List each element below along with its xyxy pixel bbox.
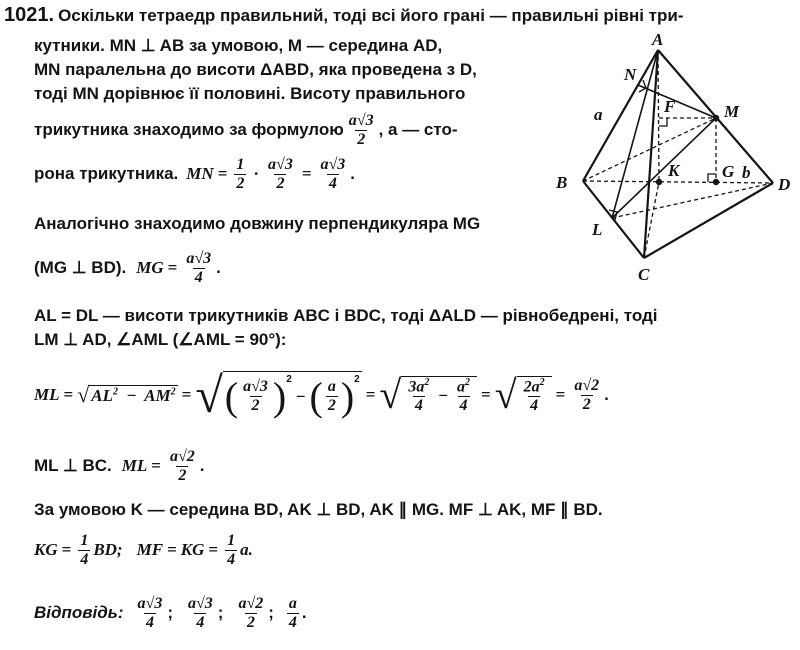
text-line-11	[34, 362, 609, 428]
text-l3: MN паралельна до висоти ΔABD, яка проведена з D,	[34, 60, 477, 79]
mf-symbol: MF	[136, 540, 164, 560]
frac-height	[266, 156, 295, 192]
eq-sign: =	[167, 258, 178, 278]
text-l8a: (MG ⊥ BD).	[34, 258, 127, 278]
text-l4: тоді MN дорівнює її половині. Висоту правильного	[34, 84, 466, 103]
frac-num: a√2	[238, 594, 264, 612]
minus-sign: −	[295, 386, 306, 406]
text-l13: За умовою K — середина BD, AK ⊥ BD, AK ∥ MG. MF ⊥ AK, MF ∥ BD.	[34, 500, 603, 519]
segment-ak-hidden	[658, 50, 659, 182]
sq: 2	[465, 376, 471, 388]
frac-den: 4	[194, 268, 203, 286]
eq-sign: =	[555, 385, 566, 405]
segment-ld-hidden	[612, 183, 773, 218]
label-f: F	[664, 97, 676, 116]
semi: ;	[217, 603, 224, 623]
edge-cd	[644, 183, 773, 258]
point-g	[713, 179, 719, 185]
answer-3	[236, 595, 265, 631]
sq: 2	[354, 373, 360, 385]
eq-sign: =	[217, 164, 228, 184]
frac-den: 4	[288, 613, 297, 631]
frac-a2-4	[455, 377, 472, 415]
right-angle-f	[659, 118, 667, 126]
kg-symbol-2: KG	[180, 540, 205, 560]
text-line-12	[34, 446, 204, 486]
semi: ;	[268, 603, 274, 623]
text-line-5	[34, 110, 458, 150]
frac-den: 4	[530, 396, 539, 414]
edge-ac	[644, 50, 658, 258]
text-line-13	[34, 500, 603, 520]
text-line-3	[34, 60, 477, 80]
label-n: N	[624, 65, 637, 84]
three-a: 3a	[408, 378, 425, 396]
eq-sign: =	[61, 540, 72, 560]
text-line-8	[34, 248, 221, 288]
label-a: A	[652, 30, 664, 49]
segment-lm	[612, 118, 716, 218]
label-side-b: b	[742, 163, 751, 182]
period: .	[199, 456, 205, 476]
a-period: a.	[240, 540, 253, 560]
ml-symbol: ML	[121, 456, 148, 476]
answer-2	[186, 595, 215, 631]
dot-sign: ·	[253, 164, 260, 184]
frac-quarter-2	[225, 532, 237, 568]
frac-num: a√3	[137, 594, 163, 612]
frac-den: 2	[276, 174, 285, 192]
am-symbol: AM	[144, 385, 171, 405]
segment-nm	[638, 85, 716, 118]
label-side-a: a	[594, 105, 603, 124]
text-l1: Оскільки тетраедр правильний, тоді всі його грані — правильні рівні три-	[58, 5, 684, 25]
frac-half-a	[326, 378, 338, 414]
text-line-2	[34, 36, 442, 56]
sq: 2	[113, 386, 118, 398]
frac-ml	[168, 448, 197, 484]
frac-num: a√3	[268, 155, 293, 173]
frac-den: 2	[246, 613, 255, 631]
frac-den: 4	[80, 550, 89, 568]
label-d: D	[778, 175, 791, 194]
paren-open: (	[309, 373, 323, 419]
frac-den: 2	[582, 395, 591, 413]
frac-2a2-4	[522, 377, 547, 415]
al-symbol: AL	[91, 385, 113, 405]
sqrt-sign-2: √	[379, 372, 402, 417]
frac-3a2-4	[406, 377, 431, 415]
eq-sign: =	[481, 385, 491, 405]
paren-open: (	[224, 373, 239, 419]
label-l: L	[592, 220, 603, 239]
sq: 2	[170, 386, 176, 398]
text-line-6	[34, 154, 355, 194]
text-l10: LM ⊥ AD, ∠AML (∠AML = 90°):	[34, 330, 287, 349]
sqrt-sign-big: √	[195, 367, 223, 423]
text-line-10	[34, 330, 286, 350]
period: .	[216, 258, 221, 278]
period: .	[350, 164, 356, 184]
text-l7: Аналогічно знаходимо довжину перпендикуляра MG	[34, 214, 481, 233]
paren-close: )	[272, 373, 287, 419]
frac-ml	[572, 377, 601, 413]
frac-num: a	[327, 378, 336, 396]
sqrt-radicand-2	[401, 376, 477, 415]
label-c: C	[638, 265, 650, 284]
eq-sign: =	[151, 456, 161, 476]
frac-den: 2	[251, 397, 260, 414]
sq: 2	[424, 376, 430, 388]
eq-sign: =	[63, 385, 74, 405]
text-l5b: , a — сто-	[378, 120, 458, 140]
sqrt-radicand-big	[223, 371, 362, 420]
frac-half	[234, 156, 246, 192]
frac-den: 4	[196, 613, 205, 631]
frac-den: 4	[328, 174, 337, 192]
answer-1	[136, 595, 165, 631]
label-g: G	[722, 162, 735, 181]
text-line-7	[34, 214, 480, 234]
semi: ;	[167, 603, 173, 623]
frac-den: 4	[414, 396, 423, 414]
ml-symbol: ML	[34, 385, 60, 405]
text-line-9	[34, 306, 658, 326]
sqrt-radicand	[89, 385, 177, 406]
sqrt-radicand-3	[517, 376, 552, 415]
frac-den: 4	[459, 396, 468, 414]
bd-symbol: BD;	[93, 540, 123, 560]
answer-label: Відповідь:	[34, 603, 124, 623]
two-a: 2a	[523, 378, 540, 396]
sqrt-sign-3: √	[494, 372, 517, 417]
frac-num: a√2	[574, 376, 600, 394]
label-b: B	[556, 173, 568, 192]
eq-sign: =	[167, 540, 177, 560]
frac-quarter	[78, 532, 90, 568]
text-line-1	[4, 4, 684, 27]
frac-den: 2	[236, 174, 245, 192]
problem-number: 1021.	[4, 4, 55, 26]
period: .	[301, 603, 307, 623]
eq-sign: =	[208, 540, 219, 560]
frac-num: a√3	[188, 594, 213, 612]
frac-height	[241, 378, 270, 414]
tetrahedron-figure	[548, 28, 800, 290]
paren-close: )	[340, 373, 355, 419]
eq-sign: =	[181, 385, 192, 405]
sq: 2	[539, 376, 545, 388]
mg-symbol: MG	[136, 258, 164, 278]
text-l2: кутники. MN ⊥ AB за умовою, M — середина AD,	[34, 36, 443, 55]
frac-num: 1	[236, 155, 245, 173]
frac-num: a	[288, 594, 297, 612]
text-l5a: трикутника знаходимо за формулою	[34, 120, 344, 140]
label-m: M	[724, 102, 740, 121]
frac-den: 2	[327, 397, 336, 414]
frac-den: 2	[357, 130, 366, 148]
sqrt-sign: √	[77, 382, 90, 408]
frac-num: 1	[80, 531, 89, 549]
text-l6a: рона трикутника.	[34, 164, 179, 184]
text-l12a: ML ⊥ BC.	[34, 456, 112, 476]
frac-num: 1	[227, 531, 236, 549]
eq-sign: =	[301, 164, 312, 184]
frac-den: 4	[227, 550, 236, 568]
frac-num: a√2	[169, 447, 195, 465]
kg-symbol: KG	[34, 540, 58, 560]
frac-mg	[184, 250, 213, 286]
period: .	[604, 385, 609, 405]
frac-num: a√3	[243, 378, 268, 396]
sq: 2	[286, 373, 292, 385]
frac-num: a√3	[320, 155, 346, 173]
text-line-14	[34, 530, 253, 570]
minus-sign: −	[126, 385, 137, 405]
frac-den: 4	[145, 613, 154, 631]
mn-symbol: MN	[186, 164, 214, 184]
text-line-4	[34, 84, 465, 104]
frac-result	[319, 156, 348, 192]
point-k	[656, 179, 662, 185]
answer-4	[287, 595, 299, 631]
eq-sign: =	[365, 385, 376, 405]
minus-sign: −	[438, 385, 449, 405]
label-k: K	[668, 161, 680, 180]
frac-num: a√3	[348, 111, 374, 129]
frac-num: a√3	[186, 249, 212, 267]
text-l9: AL = DL — висоти трикутників ABC і BDC, тоді ΔALD — рівнобедрені, тоді	[34, 306, 658, 325]
height-formula	[347, 112, 376, 148]
answer-line	[34, 590, 307, 636]
point-m	[713, 115, 719, 121]
a-sym: a	[457, 378, 466, 396]
frac-den: 2	[178, 466, 187, 484]
